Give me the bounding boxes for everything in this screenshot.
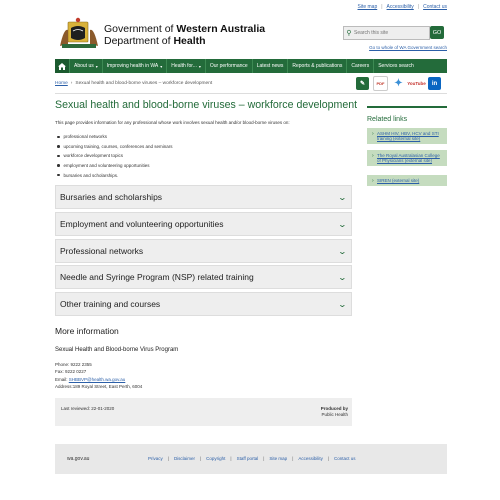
nav-reports-publications[interactable] xyxy=(288,59,347,73)
nav-label: Our performance xyxy=(209,63,248,69)
nav-label: Health for... xyxy=(171,63,197,69)
separator: | xyxy=(327,456,330,461)
footer xyxy=(55,444,447,474)
header-divider xyxy=(55,93,447,94)
footer-site-map-link[interactable]: Site map xyxy=(269,456,288,461)
intro-paragraph: This page provides information for any professional whose work involves sexual health and/or blood-borne viruses on: xyxy=(55,120,290,125)
related-links-rule xyxy=(367,106,447,108)
contact-us-link[interactable]: Contact us xyxy=(423,4,447,10)
accordion-bursaries[interactable] xyxy=(55,185,352,209)
last-reviewed: Last reviewed: 22-01-2020 xyxy=(61,406,115,411)
list-item: bursaries and scholarships. xyxy=(55,170,173,180)
produced-by xyxy=(321,406,348,418)
page-metadata-box xyxy=(55,398,352,426)
nav-label: About us xyxy=(74,63,94,69)
search-go-button[interactable]: GO xyxy=(430,26,444,39)
footer-copyright-link[interactable]: Copyright xyxy=(206,456,226,461)
related-link-label: ASHM HIV, HBV, HCV and STI training (external site) xyxy=(377,131,439,141)
phone-text: Phone: 9222 2355 xyxy=(55,362,92,367)
breadcrumb xyxy=(55,81,212,86)
produced-by-label: Produced by xyxy=(320,406,348,411)
address-text: Address:189 Royal Street, East Perth, 6004 xyxy=(55,384,143,390)
chevron-down-icon: ⌄ xyxy=(337,192,348,202)
nav-health-for[interactable] xyxy=(167,59,206,73)
chevron-down-icon: ⌄ xyxy=(337,246,348,256)
share-icon[interactable]: ✎ xyxy=(356,77,369,90)
chevron-down-icon: ▾ xyxy=(160,63,163,69)
page-title: Sexual health and blood-borne viruses – workforce development xyxy=(55,99,358,111)
title-prefix: Government of xyxy=(104,23,177,35)
youtube-icon[interactable]: YouTube xyxy=(409,77,424,90)
breadcrumb-current: Sexual health and blood-borne viruses – workforce development xyxy=(75,81,213,86)
main-navigation xyxy=(55,59,447,73)
accordion-other-training[interactable] xyxy=(55,292,352,316)
search-icon: ⚲ xyxy=(346,30,352,37)
footer-contact-link[interactable]: Contact us xyxy=(334,456,356,461)
nav-careers[interactable] xyxy=(347,59,374,73)
nav-our-performance[interactable] xyxy=(206,59,253,73)
contact-details xyxy=(55,361,142,391)
dept-prefix: Department of xyxy=(104,35,174,47)
fax-text: Fax: 9222 0227 xyxy=(55,369,87,375)
search-input[interactable] xyxy=(354,30,424,36)
related-link-siren[interactable] xyxy=(367,175,447,186)
accordion-professional-networks[interactable] xyxy=(55,239,352,263)
footer-links xyxy=(148,456,356,461)
wa-government-crest-logo[interactable] xyxy=(58,16,100,52)
separator: | xyxy=(199,456,202,461)
accordion-label: Other training and courses xyxy=(60,299,161,309)
separator: | xyxy=(292,456,294,461)
chevron-down-icon: ⌄ xyxy=(337,272,348,282)
chevron-down-icon: ⌄ xyxy=(337,219,348,229)
list-item: professional networks xyxy=(55,132,173,142)
chevron-down-icon: ▾ xyxy=(198,63,201,69)
accordion-label: Employment and volunteering opportunities xyxy=(60,219,224,229)
accessibility-link[interactable]: Accessibility xyxy=(386,4,414,10)
breadcrumb-home[interactable]: Home xyxy=(55,81,68,86)
related-links-heading: Related links xyxy=(367,116,408,123)
separator: | xyxy=(263,456,265,461)
home-icon[interactable] xyxy=(55,59,70,73)
footer-wa-gov-link[interactable]: wa.gov.au xyxy=(67,456,90,462)
footer-privacy-link[interactable]: Privacy xyxy=(148,456,163,461)
chevron-down-icon: ⌄ xyxy=(337,299,348,309)
produced-by-value: Public Health xyxy=(321,412,348,417)
nav-latest-news[interactable] xyxy=(253,59,289,73)
social-share-bar xyxy=(356,76,441,91)
pdf-icon[interactable]: PDF xyxy=(373,76,388,91)
dept-bold: Health xyxy=(173,35,206,47)
nav-label: Careers xyxy=(351,63,370,69)
footer-disclaimer-link[interactable]: Disclaimer xyxy=(173,456,195,461)
nav-about-us[interactable] xyxy=(70,59,103,73)
email-label: Email: xyxy=(55,376,69,382)
email-link[interactable]: SHBBVP@health.wa.gov.au xyxy=(68,376,126,382)
site-map-link[interactable]: Site map xyxy=(357,4,378,10)
separator: | xyxy=(381,4,383,10)
chevron-down-icon: ▾ xyxy=(95,63,98,69)
accordion-nsp-training[interactable] xyxy=(55,265,352,289)
more-information-heading: More information xyxy=(55,326,119,336)
accordion-label: Bursaries and scholarships xyxy=(60,192,163,202)
accordion-label: Professional networks xyxy=(60,246,144,256)
list-item: workforce development topics xyxy=(55,151,173,161)
email-row xyxy=(55,376,142,383)
topic-list xyxy=(55,132,173,180)
footer-staff-portal-link[interactable]: Staff portal xyxy=(236,456,259,461)
government-title xyxy=(104,23,265,35)
chevron-right-icon: › xyxy=(70,81,73,86)
accordion-label: Needle and Syringe Program (NSP) related training xyxy=(60,272,254,282)
list-item: upcoming training, courses, conferences and seminars xyxy=(55,142,173,152)
nav-improving-health[interactable] xyxy=(103,59,168,73)
search-box xyxy=(343,26,430,40)
footer-accessibility-link[interactable]: Accessibility xyxy=(298,456,323,461)
list-item: employment and volunteering opportunities xyxy=(55,161,173,171)
site-title[interactable] xyxy=(104,23,265,47)
department-title xyxy=(104,35,265,47)
nav-label: Latest news xyxy=(256,63,284,69)
separator: | xyxy=(230,456,232,461)
related-link-label: The Royal Australasian College of Physicians (external site) xyxy=(377,153,440,163)
twitter-icon[interactable]: ✦ xyxy=(392,77,405,90)
accordion-employment[interactable] xyxy=(55,212,352,236)
related-link-ashm[interactable] xyxy=(367,128,447,144)
program-name: Sexual Health and Blood-borne Virus Program xyxy=(55,347,179,353)
top-utility-links xyxy=(358,4,448,10)
related-link-label: SIREN (external site) xyxy=(377,178,420,183)
whole-wa-search-link[interactable]: Go to whole of WA Government search xyxy=(369,45,447,50)
nav-label: Services search xyxy=(378,63,414,69)
related-link-racp[interactable] xyxy=(367,150,447,166)
nav-services-search[interactable] xyxy=(374,59,418,73)
separator: | xyxy=(167,456,169,461)
nav-label: Reports & publications xyxy=(292,63,343,69)
title-bold: Western Australia xyxy=(176,23,266,35)
separator: | xyxy=(417,4,420,10)
linkedin-icon[interactable]: in xyxy=(428,77,441,90)
nav-label: Improving health in WA xyxy=(106,63,159,69)
